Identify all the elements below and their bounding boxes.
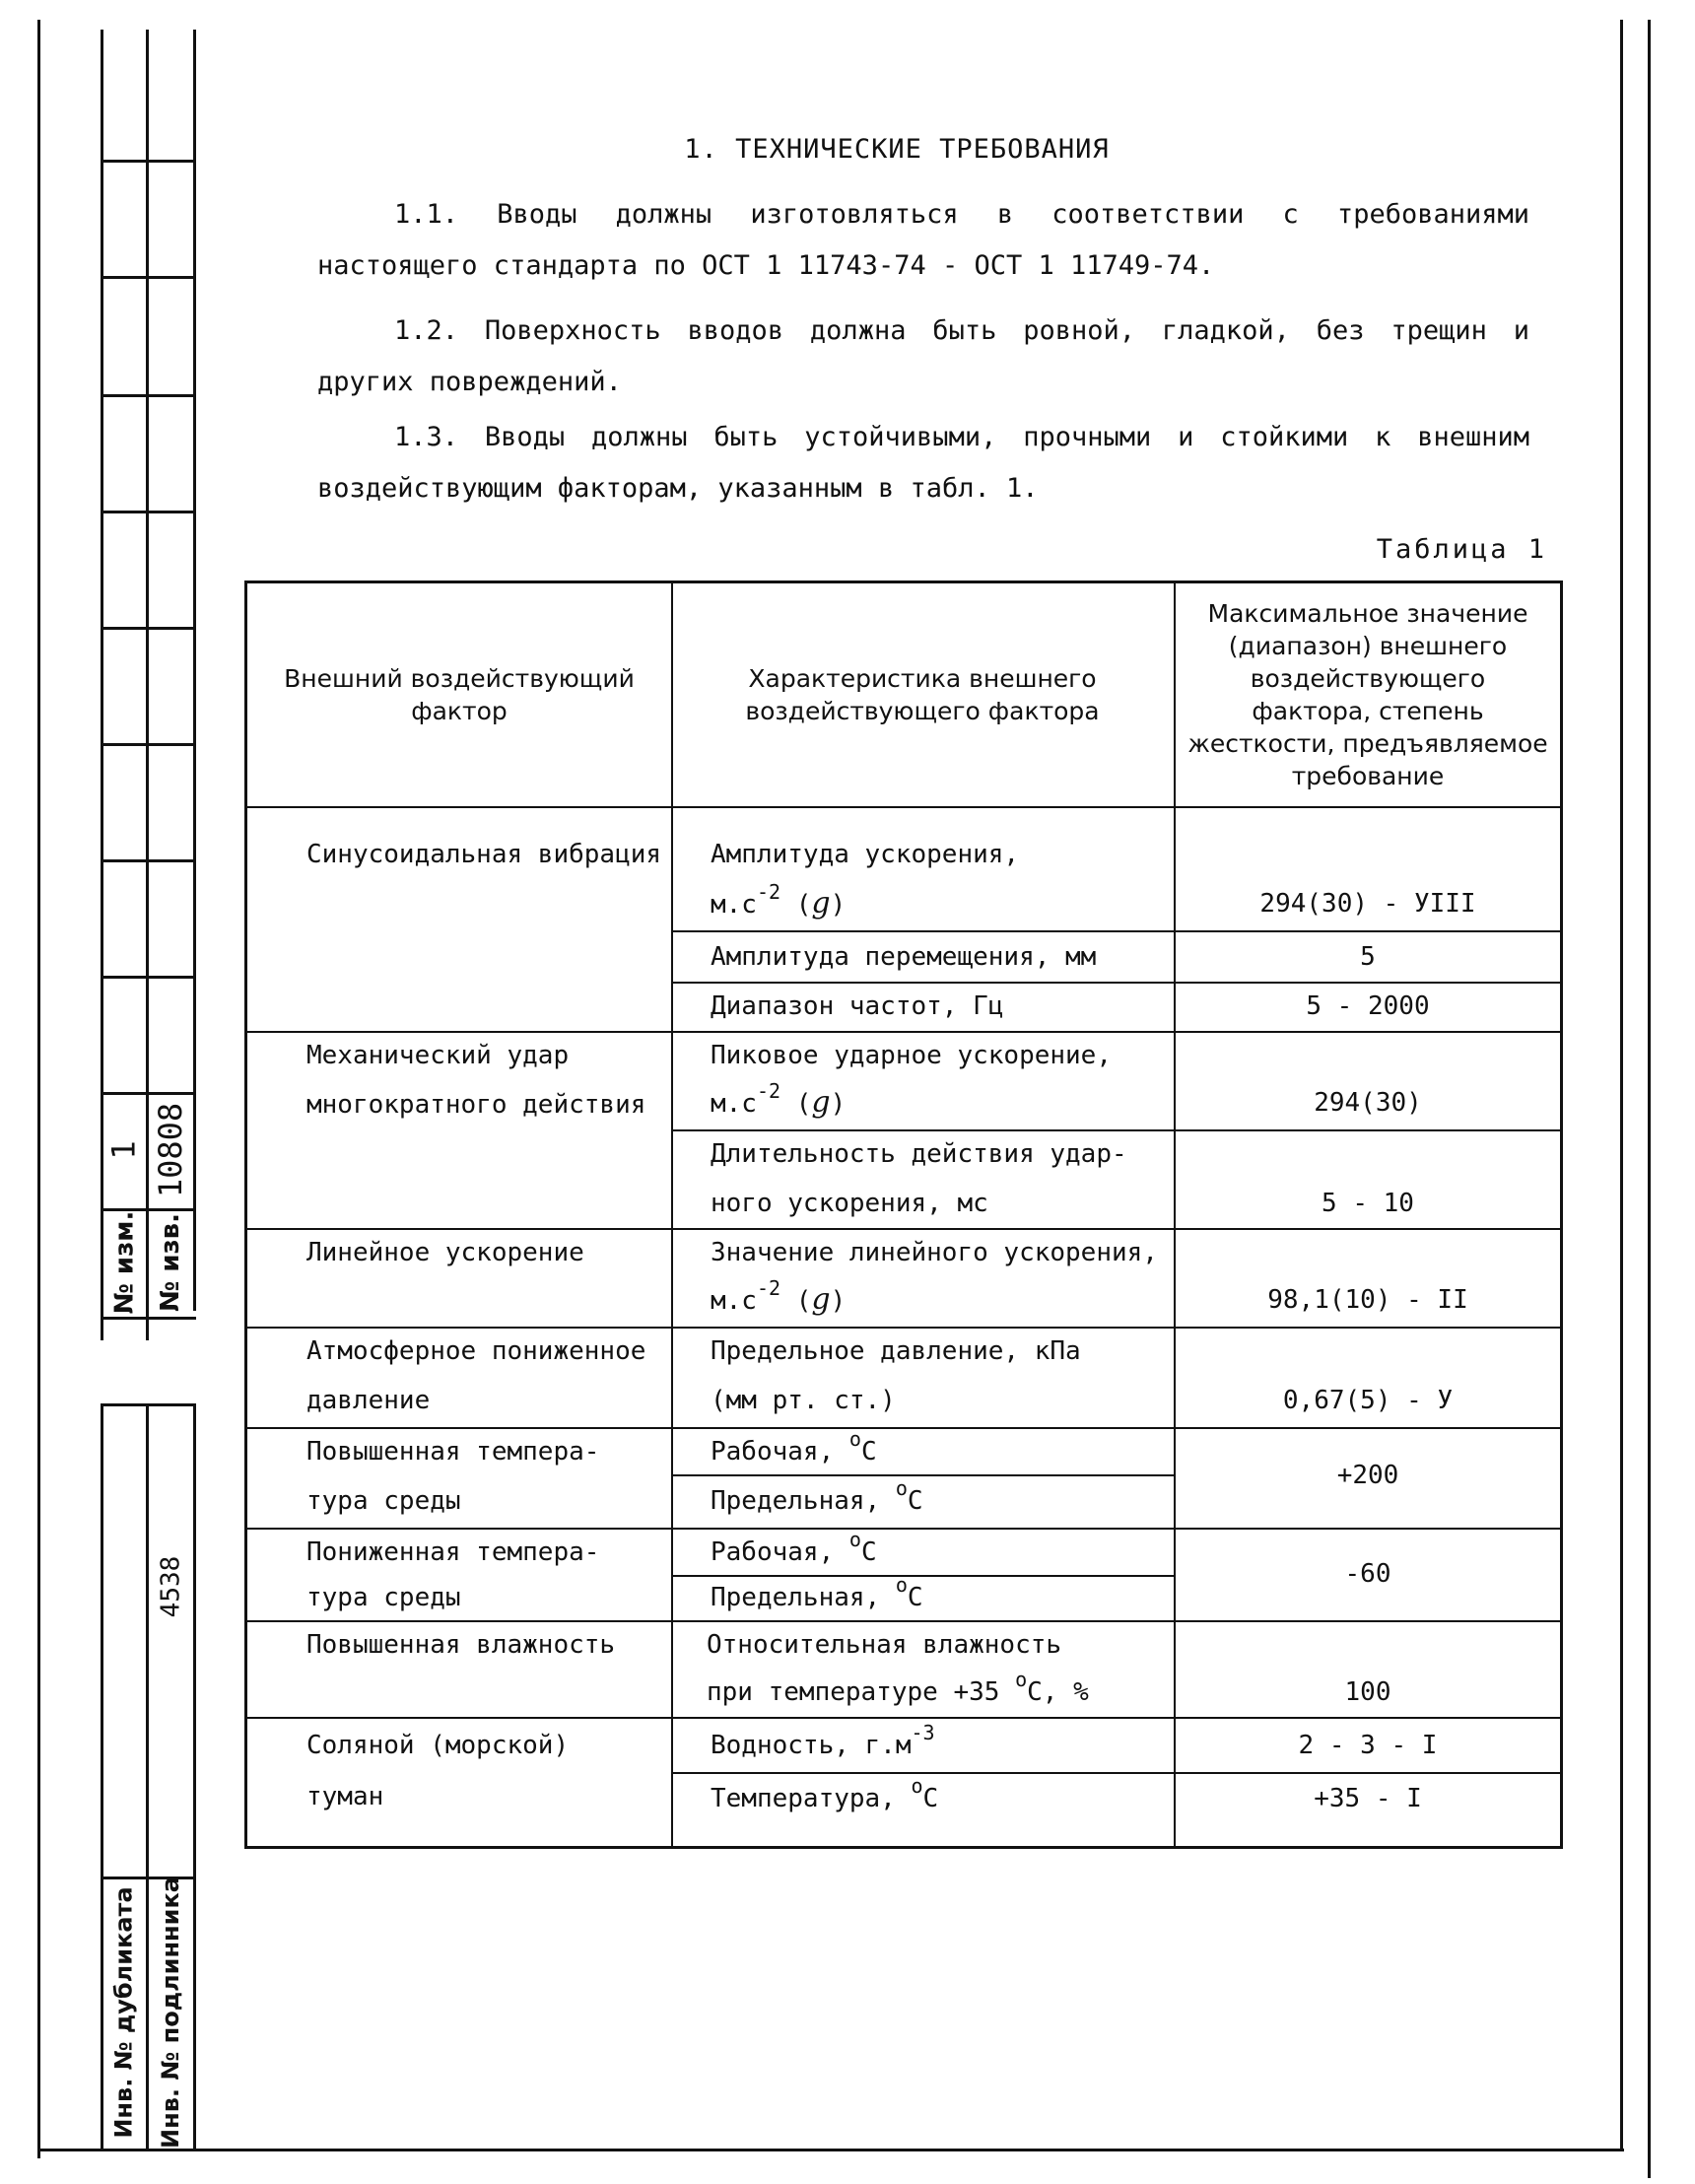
row-pressure-char-2: (мм рт. ст.) bbox=[711, 1386, 896, 1415]
izv-value: 10808 bbox=[152, 1102, 190, 1198]
row-linear-factor: Линейное ускорение bbox=[306, 1238, 584, 1267]
paragraph-1-3: 1.3. Вводы должны быть устойчивыми, прочными и стойкими к внешним воздействующим факторам, указанным в табл. 1. bbox=[317, 422, 1529, 504]
section-heading: 1. ТЕХНИЧЕСКИЕ ТРЕБОВАНИЯ bbox=[684, 134, 1110, 165]
row-sinus-val-a: 294(30) - УIII bbox=[1259, 889, 1476, 919]
row-saltfog-char-b: Температура, $^o$C bbox=[711, 1774, 939, 1813]
row-sinus-factor: Синусоидальная вибрация bbox=[306, 840, 662, 869]
izv-label-cell bbox=[148, 1208, 193, 1317]
table-caption: Таблица 1 bbox=[1376, 534, 1547, 565]
paragraph-1-2: 1.2. Поверхность вводов должна быть ровной, гладкой, без трещин и других повреждений. bbox=[317, 315, 1529, 397]
row-hightemp-val: +200 bbox=[1336, 1461, 1399, 1490]
row-shock-char-b1: Длительность действия удар- bbox=[711, 1139, 1127, 1169]
izm-label-cell bbox=[102, 1208, 146, 1317]
izv-value-cell bbox=[148, 1092, 193, 1208]
row-humidity-char-1: Относительная влажность bbox=[707, 1630, 1062, 1660]
row-hightemp-factor-2: тура среды bbox=[306, 1486, 461, 1516]
izm-value: 1 bbox=[104, 1140, 143, 1160]
row-hightemp-char-a: Рабочая, $^o$C bbox=[711, 1427, 877, 1467]
row-pressure-val: 0,67(5) - У bbox=[1282, 1386, 1454, 1415]
paragraph-1-1: 1.1. Вводы должны изготовляться в соответствии с требованиями настоящего стандарта по ОСТ 1 11743-74 - ОСТ 1 11749-74. bbox=[317, 199, 1529, 281]
row-humidity-char-2: при температуре +35 $^o$C, % bbox=[707, 1668, 1089, 1707]
row-sinus-val-c: 5 - 2000 bbox=[1306, 991, 1430, 1021]
row-shock-char-a: Пиковое ударное ускорение, bbox=[711, 1041, 1112, 1070]
row-saltfog-char-a: Водность, $г.м^{-3}$ bbox=[711, 1721, 935, 1760]
row-lowtemp-val: -60 bbox=[1344, 1559, 1391, 1589]
izm-value-cell bbox=[102, 1092, 146, 1208]
row-pressure-factor-2: давление bbox=[306, 1386, 431, 1415]
row-lowtemp-factor-1: Пониженная темпера- bbox=[306, 1537, 600, 1567]
row-humidity-val: 100 bbox=[1344, 1677, 1391, 1707]
row-sinus-char-b: Амплитуда перемещения, мм bbox=[711, 942, 1097, 972]
row-shock-factor-2: многократного действия bbox=[306, 1090, 646, 1120]
dubl-label: Инв. № дубликата bbox=[110, 1886, 139, 2139]
row-shock-unit-a: $м.с^{-2}$ (g) bbox=[711, 1079, 847, 1120]
izm-label: № изм. bbox=[109, 1210, 140, 1315]
row-saltfog-factor-1: Соляной (морской) bbox=[306, 1731, 570, 1760]
header-max-value: Максимальное значение (диапазон) внешнего воздействующего фактора, степень жесткости, предъявляемое требование bbox=[1187, 599, 1548, 790]
requirements-table bbox=[244, 580, 1563, 1849]
row-linear-val-a: 98,1(10) - II bbox=[1267, 1285, 1468, 1315]
row-hightemp-char-b: Предельная, $^o$C bbox=[711, 1476, 923, 1516]
row-shock-char-b2: ного ускорения, мс bbox=[711, 1189, 988, 1218]
header-factor: Внешний воздействующий фактор bbox=[284, 664, 635, 725]
row-shock-factor-1: Механический удар bbox=[306, 1041, 570, 1070]
row-sinus-unit-a: $м.с^{-2}$ (g) bbox=[711, 880, 847, 921]
row-saltfog-val-b: +35 - I bbox=[1314, 1784, 1422, 1813]
row-shock-val-a: 294(30) bbox=[1314, 1088, 1422, 1118]
row-pressure-factor-1: Атмосферное пониженное bbox=[306, 1336, 646, 1366]
row-saltfog-factor-2: туман bbox=[306, 1782, 384, 1811]
izv-label: № изв. bbox=[156, 1213, 185, 1312]
row-shock-val-b: 5 - 10 bbox=[1322, 1189, 1414, 1218]
header-characteristic: Характеристика внешнего воздействующего фактора bbox=[745, 664, 1100, 725]
podl-label: Инв. № подлинника bbox=[157, 1877, 184, 2149]
row-hightemp-factor-1: Повышенная темпера- bbox=[306, 1437, 600, 1467]
row-lowtemp-factor-2: тура среды bbox=[306, 1583, 461, 1612]
row-lowtemp-char-b: Предельная, $^o$C bbox=[711, 1573, 923, 1612]
dubl-label-cell bbox=[102, 1877, 146, 2149]
row-linear-char-a: Значение линейного ускорения, bbox=[711, 1238, 1158, 1267]
podl-value-cell bbox=[148, 1459, 193, 1715]
podl-value: 4538 bbox=[156, 1555, 185, 1618]
row-sinus-char-a: Амплитуда ускорения, bbox=[711, 840, 1020, 869]
row-pressure-char-1: Предельное давление, кПа bbox=[711, 1336, 1081, 1366]
row-saltfog-val-a: 2 - 3 - I bbox=[1298, 1731, 1438, 1760]
row-lowtemp-char-a: Рабочая, $^o$C bbox=[711, 1528, 877, 1567]
row-linear-unit-a: $м.с^{-2}$ (g) bbox=[711, 1276, 847, 1317]
row-sinus-char-c: Диапазон частот, Гц bbox=[711, 991, 1004, 1021]
row-sinus-val-b: 5 bbox=[1360, 942, 1376, 972]
row-humidity-factor: Повышенная влажность bbox=[306, 1630, 616, 1660]
podl-label-cell bbox=[148, 1877, 193, 2149]
